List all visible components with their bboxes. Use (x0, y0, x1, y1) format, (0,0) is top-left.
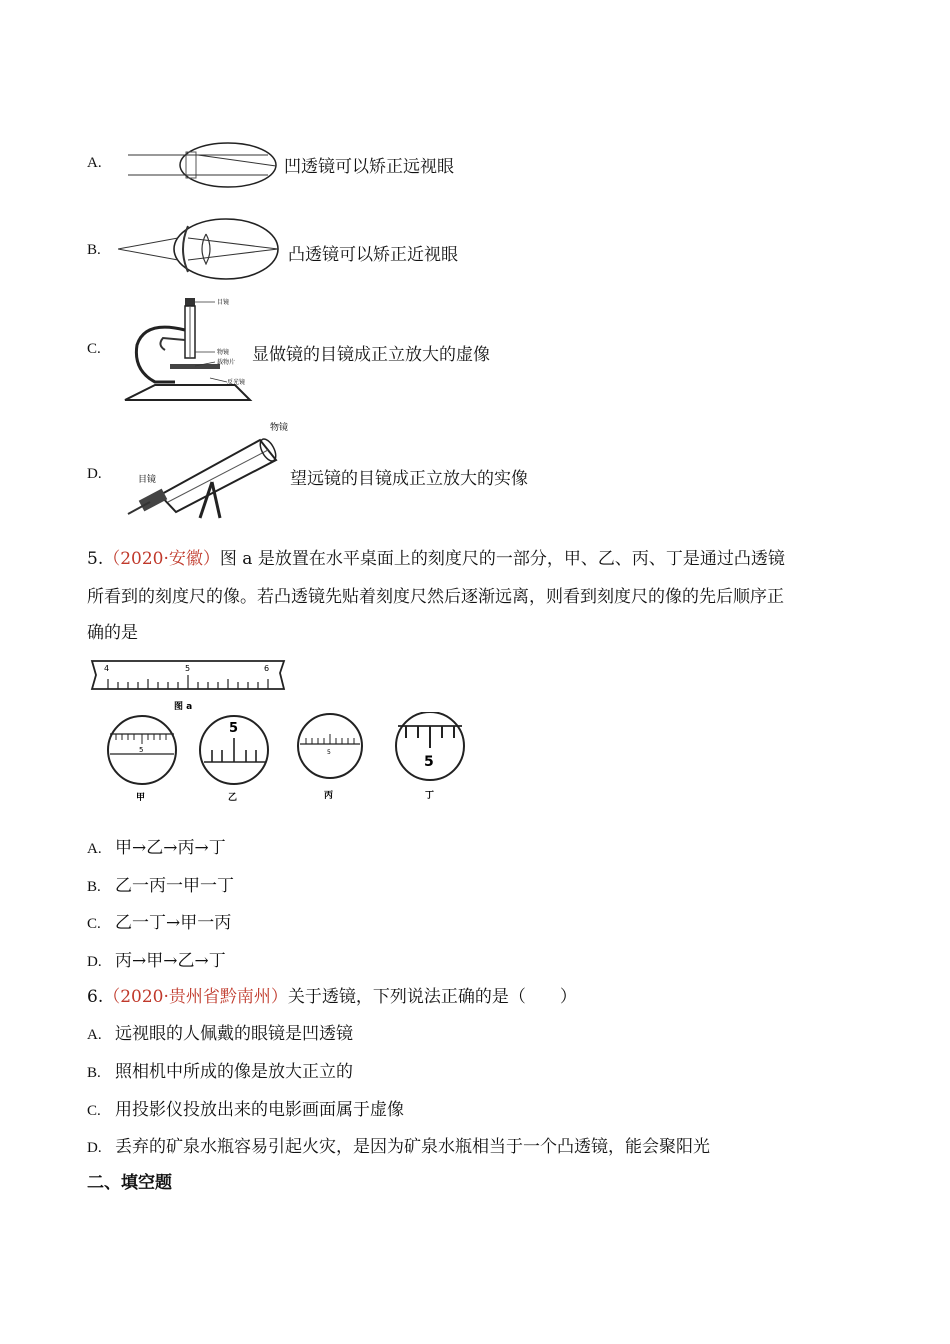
circle-label: 甲 (136, 793, 146, 803)
eye-convex-lens-figure (118, 216, 284, 282)
question-number: 6. (87, 987, 104, 1007)
question-text: 关于透镜，下列说法正确的是（ ） (287, 987, 577, 1007)
question-stem-line (87, 982, 577, 1007)
question-source: （2020·安徽） (103, 549, 220, 569)
ruler-number: 5 (185, 664, 191, 673)
option-letter: A. (87, 155, 102, 171)
circle-label: 乙 (228, 793, 238, 803)
option-letter: C. (87, 916, 101, 932)
question-source: （2020·贵州省黔南州） (103, 987, 288, 1007)
option-text: 丢弃的矿泉水瓶容易引起火灾，是因为矿泉水瓶相当于一个凸透镜，能会聚阳光 (115, 1137, 710, 1157)
question-text: 所看到的刻度尺的像。若凸透镜先贴着刻度尺然后逐渐远离，则看到刻度尺的像的先后顺序正 (87, 587, 784, 607)
circle-number: 5 (327, 749, 331, 756)
option-text: 远视眼的人佩戴的眼镜是凹透镜 (115, 1024, 353, 1044)
circle-label: 丁 (425, 791, 435, 801)
circle-image-bing (298, 714, 362, 801)
option-text: 凸透镜可以矫正近视眼 (288, 245, 458, 265)
ruler-number: 6 (264, 664, 270, 673)
microscope-label: 物镜 (217, 349, 230, 356)
q6-option-a (87, 1019, 353, 1044)
option-letter: A. (87, 1027, 102, 1043)
q6-option-d (87, 1132, 710, 1157)
circle-image-ding (396, 712, 464, 801)
circle-image-yi (200, 716, 268, 803)
option-text: 用投影仪投放出来的电影画面属于虚像 (115, 1100, 404, 1120)
ruler-number: 4 (104, 664, 110, 673)
q6-option-c (87, 1095, 404, 1120)
option-text: 甲→乙→丙→丁 (115, 838, 226, 858)
option-text: 照相机中所成的像是放大正立的 (115, 1062, 353, 1082)
question-number: 5. (87, 549, 104, 569)
ruler-caption: 图 a (174, 702, 193, 712)
q5-option-c (87, 908, 231, 933)
question-stem-line (87, 544, 785, 569)
microscope-figure (115, 290, 255, 406)
circle-image-jia (108, 716, 176, 803)
option-text: 显做镜的目镜成正立放大的虚像 (252, 345, 490, 365)
q6-option-b (87, 1057, 353, 1082)
option-letter: D. (87, 954, 102, 970)
option-letter: B. (87, 879, 101, 895)
option-letter: B. (87, 1065, 101, 1081)
option-text: 乙一丁→甲一丙 (115, 913, 232, 933)
q5-option-d (87, 946, 226, 971)
microscope-label: 载物片 (217, 359, 236, 366)
option-text: 望远镜的目镜成正立放大的实像 (290, 469, 528, 489)
option-letter: C. (87, 341, 101, 357)
circle-number: 5 (229, 721, 239, 736)
option-letter: D. (87, 1140, 102, 1156)
option-letter: B. (87, 242, 101, 258)
telescope-figure (120, 420, 290, 520)
option-letter: C. (87, 1103, 101, 1119)
eye-concave-lens-figure (128, 140, 280, 190)
option-text: 丙→甲→乙→丁 (115, 951, 226, 971)
section-heading: 二、填空题 (87, 1173, 172, 1193)
microscope-label: 目镜 (217, 299, 230, 306)
circle-label: 丙 (324, 791, 334, 801)
q5-option-b (87, 871, 234, 896)
circle-number: 5 (424, 754, 434, 770)
option-letter: D. (87, 466, 102, 482)
option-text: 凹透镜可以矫正远视眼 (284, 157, 454, 177)
telescope-objective-label: 物镜 (270, 423, 289, 433)
magnified-images-figure (100, 712, 480, 804)
telescope-eyepiece-label: 目镜 (138, 475, 157, 485)
circle-number: 5 (139, 746, 144, 754)
q5-option-a (87, 833, 226, 858)
option-text: 乙一丙一甲一丁 (115, 876, 234, 896)
ruler-figure-a (88, 655, 288, 715)
question-text: 确的是 (87, 623, 138, 643)
question-text: 图 a 是放置在水平桌面上的刻度尺的一部分，甲、乙、丙、丁是通过凸透镜 (219, 549, 785, 569)
microscope-label: 反光镜 (227, 379, 246, 386)
option-letter: A. (87, 841, 102, 857)
